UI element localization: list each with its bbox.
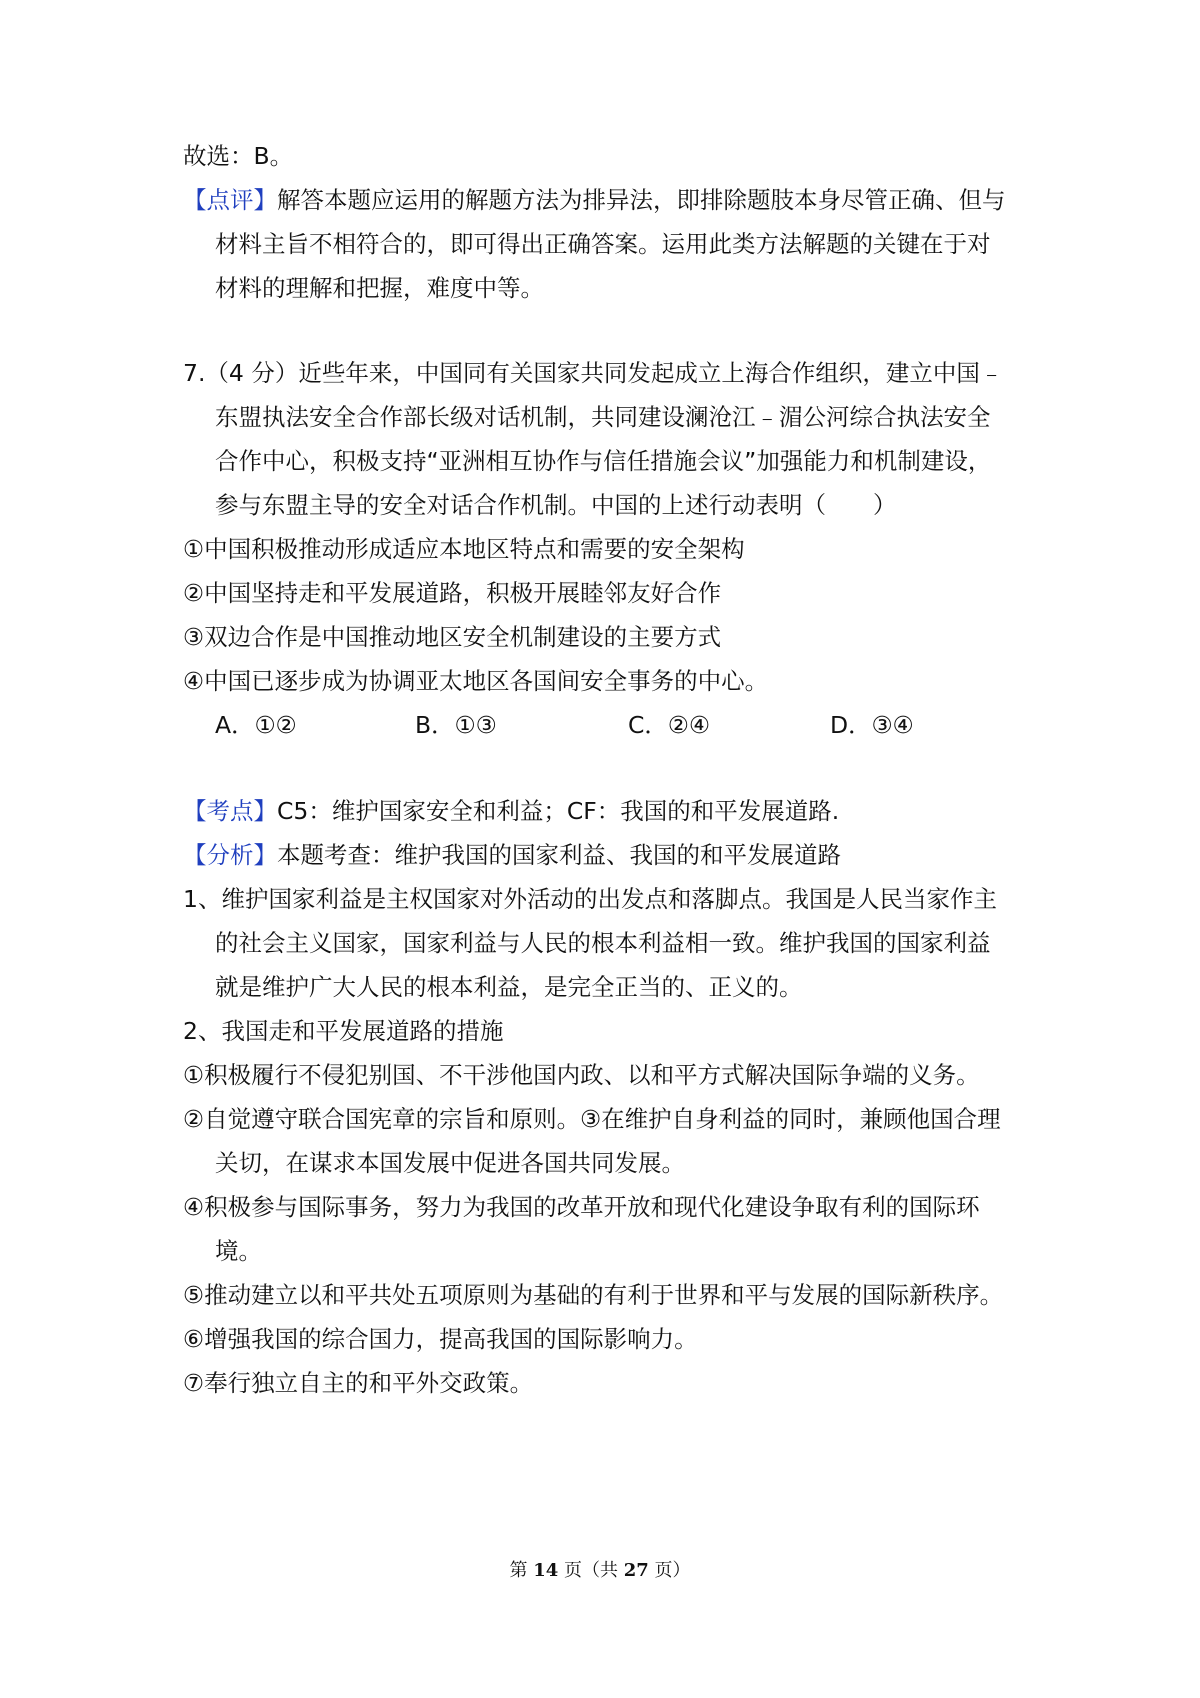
fenxi-text: 本题考查：维护我国的国家利益、我国的和平发展道路: [277, 841, 841, 869]
page-footer: [0, 1556, 1200, 1582]
analysis-line-12: ⑦奉行独立自主的和平外交政策。: [183, 1369, 534, 1397]
kaodian-text: C5：维护国家安全和利益；CF：我国的和平发展道路.: [277, 797, 840, 825]
question-stem-line-4: 参与东盟主导的安全对话合作机制。中国的上述行动表明（ ）: [215, 491, 897, 519]
footer-middle: 页（共: [564, 1560, 618, 1581]
comment-text: 解答本题应运用的解题方法为排异法，即排除题肢本身尽管正确、但与: [277, 186, 1006, 214]
comment-line-2: 材料主旨不相符合的，即可得出正确答案。运用此类方法解题的关键在于对: [215, 230, 991, 258]
analysis-line-5: ①积极履行不侵犯别国、不干涉他国内政、以和平方式解决国际争端的义务。: [183, 1061, 980, 1089]
analysis-line-1: 1、维护国家利益是主权国家对外活动的出发点和落脚点。我国是人民当家作主: [183, 885, 997, 913]
comment-tag: 【点评】: [183, 186, 277, 214]
analysis-line-3: 就是维护广大人民的根本利益，是完全正当的、正义的。: [215, 973, 803, 1001]
analysis-line-11: ⑥增强我国的综合国力，提高我国的国际影响力。: [183, 1325, 698, 1353]
option-b: B．①③: [415, 711, 497, 739]
fenxi-tag: 【分析】: [183, 841, 277, 869]
option-c: C．②④: [628, 711, 711, 739]
statement-3: ③双边合作是中国推动地区安全机制建设的主要方式: [183, 623, 722, 651]
question-stem-line-2: 东盟执法安全合作部长级对话机制，共同建设澜沧江﹣湄公河综合执法安全: [215, 403, 991, 431]
analysis-line-8: ④积极参与国际事务，努力为我国的改革开放和现代化建设争取有利的国际环: [183, 1193, 980, 1221]
statement-1: ①中国积极推动形成适应本地区特点和需要的安全架构: [183, 535, 745, 563]
footer-page-number: 14: [533, 1560, 559, 1581]
statement-4: ④中国已逐步成为协调亚太地区各国间安全事务的中心。: [183, 667, 769, 695]
comment-line-1: [183, 184, 1033, 216]
question-stem-line-1: 7.（4 分）近些年来，中国同有关国家共同发起成立上海合作组织，建立中国﹣: [183, 359, 1004, 387]
kaodian-line: [183, 795, 1033, 827]
footer-suffix: 页）: [654, 1560, 691, 1581]
analysis-line-10: ⑤推动建立以和平共处五项原则为基础的有利于世界和平与发展的国际新秩序。: [183, 1281, 1004, 1309]
fenxi-line: [183, 839, 1033, 871]
analysis-line-7: 关切，在谋求本国发展中促进各国共同发展。: [215, 1149, 685, 1177]
analysis-line-9: 境。: [215, 1237, 262, 1265]
statement-2: ②中国坚持走和平发展道路，积极开展睦邻友好合作: [183, 579, 722, 607]
analysis-line-6: ②自觉遵守联合国宪章的宗旨和原则。③在维护自身利益的同时，兼顾他国合理: [183, 1105, 1001, 1133]
comment-line-3: 材料的理解和把握，难度中等。: [215, 274, 544, 302]
option-a: A．①②: [215, 711, 297, 739]
analysis-line-2: 的社会主义国家，国家利益与人民的根本利益相一致。维护我国的国家利益: [215, 929, 991, 957]
footer-prefix: 第: [509, 1560, 528, 1581]
option-d: D．③④: [830, 711, 914, 739]
question-stem-line-3: 合作中心，积极支持“亚洲相互协作与信任措施会议”加强能力和机制建设，: [215, 447, 992, 475]
answer-conclusion: 故选：B。: [183, 142, 294, 170]
kaodian-tag: 【考点】: [183, 797, 277, 825]
analysis-line-4: 2、我国走和平发展道路的措施: [183, 1017, 504, 1045]
footer-total-pages: 27: [623, 1560, 649, 1581]
